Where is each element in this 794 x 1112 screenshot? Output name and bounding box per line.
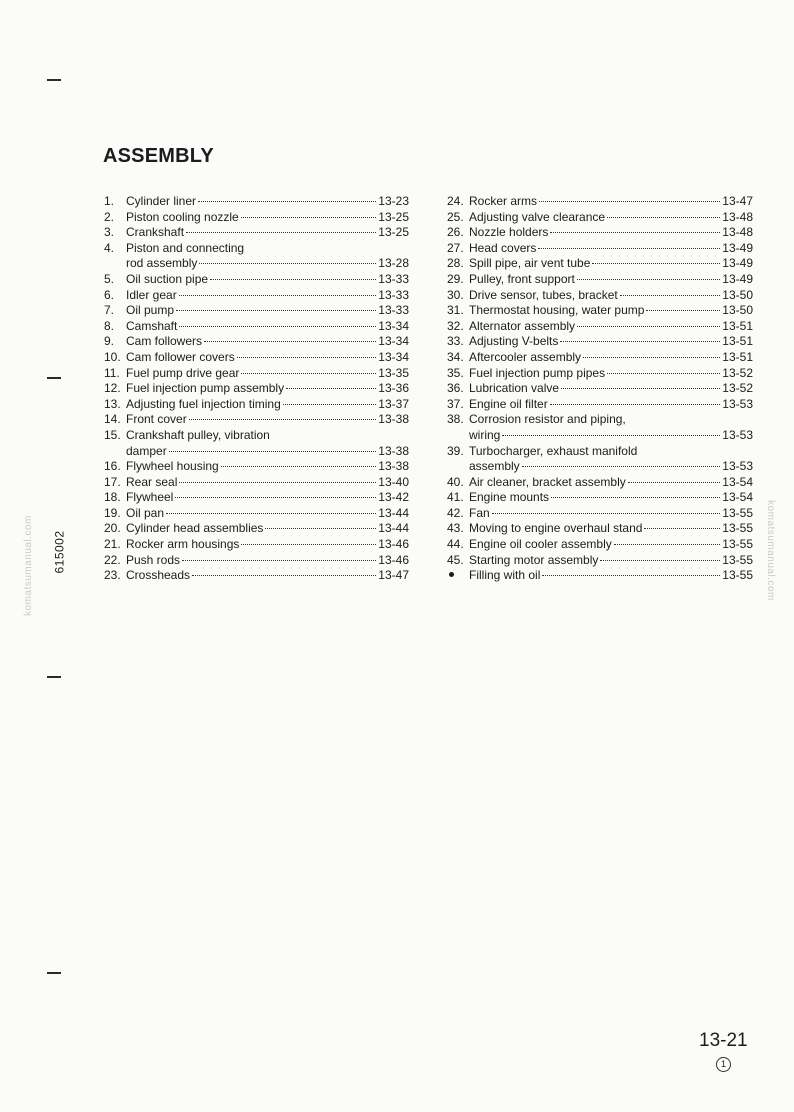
dot-leader <box>561 388 720 389</box>
toc-entry-number: 39. <box>447 443 464 458</box>
toc-entry-line <box>447 553 753 569</box>
dot-leader <box>186 232 376 233</box>
toc-entry-title: Idler gear <box>126 287 177 302</box>
toc-entry-number: 33. <box>447 334 464 349</box>
revision-mark: 1 <box>716 1057 731 1072</box>
toc-entry-title: Moving to engine overhaul stand <box>469 521 643 536</box>
dot-leader <box>492 513 721 514</box>
toc-entry-title: Head covers <box>469 240 537 255</box>
dot-leader <box>166 513 376 514</box>
bullet-icon <box>447 568 469 584</box>
dot-leader <box>265 528 376 529</box>
dot-leader <box>646 310 720 311</box>
toc-entry <box>447 194 753 210</box>
dot-leader <box>628 482 721 483</box>
toc-entry <box>447 288 753 304</box>
toc-entry-title: Corrosion resistor and piping, <box>469 412 626 427</box>
toc-entry-page: 13-48 <box>722 225 753 240</box>
toc-entry-title: Adjusting valve clearance <box>469 209 606 224</box>
toc-entry-line <box>447 334 753 350</box>
toc-entry <box>447 490 753 506</box>
toc-entry-page: 13-55 <box>722 505 753 520</box>
toc-entry-number: 5. <box>104 271 115 286</box>
toc-entry-page: 13-53 <box>722 427 753 442</box>
toc-entry-line <box>447 521 753 537</box>
toc-entry-line <box>447 366 753 382</box>
toc-entry-number: 27. <box>447 240 464 255</box>
toc-entry-number: 26. <box>447 225 464 240</box>
toc-entry-title: Flywheel housing <box>126 459 219 474</box>
toc-entry-number: 43. <box>447 521 464 536</box>
toc-entry-number: 16. <box>104 459 121 474</box>
toc-entry-title: Adjusting fuel injection timing <box>126 396 281 411</box>
toc-entry-page: 13-49 <box>722 240 753 255</box>
dot-leader <box>607 373 720 374</box>
toc-entry-page: 13-33 <box>378 303 409 318</box>
toc-entry-number: 30. <box>447 287 464 302</box>
toc-entry-title: Engine oil filter <box>469 396 548 411</box>
toc-entry-page: 13-55 <box>722 537 753 552</box>
toc-entry-number: 23. <box>104 568 121 583</box>
toc-entry-page: 13-42 <box>378 490 409 505</box>
toc-entry-title: Fuel injection pump pipes <box>469 365 606 380</box>
toc-entry <box>447 521 753 537</box>
toc-entry-number: 37. <box>447 396 464 411</box>
toc-entry-page: 13-52 <box>722 365 753 380</box>
toc-entry-number: 42. <box>447 505 464 520</box>
toc-entry-title: Filling with oil <box>469 568 541 583</box>
toc-entry-title: Rocker arms <box>469 194 538 208</box>
toc-entry <box>104 428 409 459</box>
toc-entry-line <box>104 459 409 475</box>
dot-leader <box>189 419 377 420</box>
dot-leader <box>175 497 376 498</box>
toc-entry-title: Crankshaft <box>126 225 185 240</box>
toc-entry-line <box>104 194 409 210</box>
toc-entry-title: Aftercooler assembly <box>469 349 582 364</box>
toc-entry-line <box>104 241 409 257</box>
toc-entry-page: 13-40 <box>378 474 409 489</box>
toc-entry-title: Oil pump <box>126 303 175 318</box>
toc-entry-line <box>104 272 409 288</box>
toc-entry-page: 13-38 <box>378 459 409 474</box>
toc-entry-number: 13. <box>104 396 121 411</box>
toc-entry-page: 13-25 <box>378 225 409 240</box>
toc-entry <box>447 381 753 397</box>
toc-entry-line <box>104 210 409 226</box>
toc-entry-line <box>447 288 753 304</box>
toc-entry-number: 28. <box>447 256 464 271</box>
watermark-right: komatsumanual.com <box>764 500 776 601</box>
toc-entry-number: 14. <box>104 412 121 427</box>
toc-entry-line <box>447 459 753 475</box>
dot-leader <box>560 341 720 342</box>
toc-entry-title: Lubrication valve <box>469 381 560 396</box>
toc-entry-page: 13-49 <box>722 271 753 286</box>
toc-entry-line <box>447 568 753 584</box>
dot-leader <box>539 201 720 202</box>
dot-leader <box>550 404 721 405</box>
toc-entry-number: 38. <box>447 412 464 427</box>
toc-entry <box>104 288 409 304</box>
toc-entry-line <box>104 256 409 272</box>
toc-entry-title: Piston and connecting <box>126 240 245 255</box>
toc-entry-title: Pulley, front support <box>469 271 575 286</box>
toc-entry-line <box>104 490 409 506</box>
toc-entry <box>104 412 409 428</box>
toc-entry-line <box>104 397 409 413</box>
toc-entry <box>104 366 409 382</box>
toc-entry-number: 44. <box>447 537 464 552</box>
toc-entry-page: 13-38 <box>378 412 409 427</box>
dot-leader <box>550 232 720 233</box>
toc-entry-line <box>104 412 409 428</box>
toc-entry-line <box>447 475 753 491</box>
toc-entry-title: damper <box>126 443 167 458</box>
toc-entry-title: Flywheel <box>126 490 174 505</box>
toc-entry-line <box>447 350 753 366</box>
toc-entry <box>104 272 409 288</box>
dot-leader <box>179 295 377 296</box>
toc-entry-title: Rear seal <box>126 474 178 489</box>
dot-leader <box>204 341 376 342</box>
toc-entry-number: 3. <box>104 225 115 240</box>
toc-entry-title: Drive sensor, tubes, bracket <box>469 287 618 302</box>
toc-entry-number: 20. <box>104 521 121 536</box>
toc-entry <box>104 241 409 272</box>
toc-entry-page: 13-50 <box>722 303 753 318</box>
toc-entry-page: 13-49 <box>722 256 753 271</box>
toc-entry-page: 13-55 <box>722 552 753 567</box>
toc-entry-page: 13-54 <box>722 474 753 489</box>
toc-entry-line <box>104 537 409 553</box>
dot-leader <box>221 466 377 467</box>
toc-entry-number: 11. <box>104 365 120 380</box>
dot-leader <box>199 263 376 264</box>
toc-entry-number: 24. <box>447 194 464 208</box>
toc-entry-number: 7. <box>104 303 115 318</box>
toc-entry <box>447 412 753 443</box>
toc-entry-title: Cylinder head assemblies <box>126 521 264 536</box>
toc-entry-page: 13-55 <box>722 568 753 583</box>
toc-entry-page: 13-34 <box>378 334 409 349</box>
toc-entry-number: 2. <box>104 209 115 224</box>
toc-entry-number: 12. <box>104 381 121 396</box>
dot-leader <box>551 497 720 498</box>
dot-leader <box>192 575 376 576</box>
toc-entry <box>447 303 753 319</box>
dot-leader <box>600 560 720 561</box>
toc-entry-number: 15. <box>104 427 121 442</box>
toc-entry <box>104 568 409 584</box>
toc-entry <box>447 319 753 335</box>
toc-entry-title: Alternator assembly <box>469 318 576 333</box>
toc-entry-line <box>447 506 753 522</box>
toc-entry-page: 13-37 <box>378 396 409 411</box>
toc-entry-title: Engine mounts <box>469 490 550 505</box>
toc-entry-page: 13-53 <box>722 396 753 411</box>
toc-entry-number: 36. <box>447 381 464 396</box>
toc-entry-page: 13-50 <box>722 287 753 302</box>
page-edge-mark-3 <box>47 676 61 678</box>
toc-entry-title: Rocker arm housings <box>126 537 240 552</box>
toc-entry-page: 13-33 <box>378 287 409 302</box>
toc-entry-number: 29. <box>447 271 464 286</box>
toc-entry <box>104 537 409 553</box>
toc-entry-page: 13-38 <box>378 443 409 458</box>
toc-entry <box>104 459 409 475</box>
toc-entry-number: 32. <box>447 318 464 333</box>
toc-left-column <box>104 194 409 584</box>
toc-entry-line <box>104 225 409 241</box>
toc-entry-title: rod assembly <box>126 256 198 271</box>
toc-entry-number: 22. <box>104 552 121 567</box>
toc-entry-title: Oil pan <box>126 505 165 520</box>
toc-entry-number: 31. <box>447 303 464 318</box>
toc-entry-line <box>447 428 753 444</box>
toc-entry-line <box>104 506 409 522</box>
toc-entry-title: Cylinder liner <box>126 194 197 208</box>
toc-entry-line <box>447 412 753 428</box>
toc-entry-number: 17. <box>104 474 121 489</box>
toc-entry-title: Crossheads <box>126 568 191 583</box>
dot-leader <box>241 544 376 545</box>
dot-leader <box>237 357 377 358</box>
page-edge-mark-4 <box>47 972 61 974</box>
toc-entry-line <box>447 225 753 241</box>
toc-entry-number: 19. <box>104 505 121 520</box>
dot-leader <box>176 310 376 311</box>
toc-entry-line <box>104 319 409 335</box>
dot-leader <box>577 326 720 327</box>
toc-entry-title: Engine oil cooler assembly <box>469 537 612 552</box>
toc-entry <box>104 303 409 319</box>
toc-entry-title: Adjusting V-belts <box>469 334 559 349</box>
page-edge-mark-1 <box>47 79 61 81</box>
toc-entry <box>104 381 409 397</box>
toc-entry-line <box>447 444 753 460</box>
toc-entry <box>104 350 409 366</box>
toc-entry-line <box>104 303 409 319</box>
dot-leader <box>179 326 376 327</box>
toc-entry-title: Thermostat housing, water pump <box>469 303 645 318</box>
toc-entry-line <box>447 319 753 335</box>
toc-entry-line <box>447 490 753 506</box>
dot-leader <box>182 560 376 561</box>
dot-leader <box>241 217 377 218</box>
toc-entry-page: 13-52 <box>722 381 753 396</box>
dot-leader <box>583 357 720 358</box>
dot-leader <box>522 466 721 467</box>
page-number: 13-21 <box>699 1030 748 1051</box>
dot-leader <box>286 388 376 389</box>
toc-entry <box>104 475 409 491</box>
toc-entry-page: 13-54 <box>722 490 753 505</box>
toc-entry <box>104 225 409 241</box>
toc-entry-line <box>104 381 409 397</box>
toc-entry <box>447 568 753 584</box>
toc-entry-page: 13-34 <box>378 318 409 333</box>
toc-entry-page: 13-46 <box>378 537 409 552</box>
toc-entry-number: 10. <box>104 349 121 364</box>
toc-entry-number: 34. <box>447 349 464 364</box>
toc-entry <box>104 194 409 210</box>
toc-entry-line <box>104 334 409 350</box>
toc-entry-line <box>447 241 753 257</box>
dot-leader <box>241 373 376 374</box>
toc-entry-page: 13-33 <box>378 271 409 286</box>
toc-entry-number: 18. <box>104 490 121 505</box>
toc-entry-page: 13-53 <box>722 459 753 474</box>
toc-entry-title: Push rods <box>126 552 181 567</box>
toc-entry-page: 13-47 <box>378 568 409 583</box>
toc-entry <box>447 225 753 241</box>
toc-entry-line <box>104 444 409 460</box>
toc-entry-page: 13-36 <box>378 381 409 396</box>
dot-leader <box>169 451 377 452</box>
dot-leader <box>502 435 720 436</box>
toc-entry-page: 13-51 <box>722 349 753 364</box>
toc-entry-page: 13-28 <box>378 256 409 271</box>
toc-entry-page: 13-46 <box>378 552 409 567</box>
toc-entry <box>447 506 753 522</box>
toc-entry-line <box>447 194 753 210</box>
toc-entry <box>104 506 409 522</box>
toc-entry-number: 40. <box>447 474 464 489</box>
dot-leader <box>614 544 721 545</box>
toc-entry-title: Spill pipe, air vent tube <box>469 256 591 271</box>
toc-entry-line <box>104 350 409 366</box>
toc-entry-title: wiring <box>469 427 501 442</box>
dot-leader <box>577 279 720 280</box>
toc-entry-title: Camshaft <box>126 318 178 333</box>
toc-entry <box>104 319 409 335</box>
toc-entry-line <box>447 381 753 397</box>
toc-right-column <box>447 194 753 584</box>
toc-entry-title: Front cover <box>126 412 187 427</box>
toc-entry-title: Nozzle holders <box>469 225 549 240</box>
toc-entry-title: Turbocharger, exhaust manifold <box>469 443 638 458</box>
toc-entry-title: Fuel pump drive gear <box>126 365 240 380</box>
dot-leader <box>644 528 720 529</box>
toc-entry-page: 13-55 <box>722 521 753 536</box>
toc-entry <box>104 553 409 569</box>
toc-entry-number: 1. <box>104 194 115 208</box>
toc-entry-line <box>104 428 409 444</box>
toc-entry-number: 21. <box>104 537 121 552</box>
toc-entry <box>447 334 753 350</box>
toc-entry-line <box>104 288 409 304</box>
toc-entry-title: Crankshaft pulley, vibration <box>126 427 270 442</box>
toc-entry-page: 13-35 <box>378 365 409 380</box>
toc-entry <box>447 444 753 475</box>
dot-leader <box>620 295 721 296</box>
toc-entry-line <box>447 537 753 553</box>
toc-entry-line <box>104 568 409 584</box>
toc-entry-title: Cam followers <box>126 334 203 349</box>
toc-entry-page: 13-23 <box>378 194 409 208</box>
toc-entry-title: assembly <box>469 459 520 474</box>
toc-entry <box>447 475 753 491</box>
toc-entry-line <box>104 475 409 491</box>
dot-leader <box>179 482 376 483</box>
toc-entry-page: 13-25 <box>378 209 409 224</box>
toc-entry-line <box>104 521 409 537</box>
toc-entry-number: 35. <box>447 365 464 380</box>
toc-entry <box>447 210 753 226</box>
toc-entry-number: 4. <box>104 240 115 255</box>
toc-entry-line <box>447 256 753 272</box>
page-title: ASSEMBLY <box>103 145 214 167</box>
toc-entry-page: 13-47 <box>722 194 753 208</box>
toc-entry <box>447 350 753 366</box>
toc-entry <box>104 521 409 537</box>
toc-entry-number: 6. <box>104 287 115 302</box>
toc-entry-line <box>104 553 409 569</box>
toc-entry-number: 41. <box>447 490 464 505</box>
toc-entry <box>447 256 753 272</box>
watermark-left: komatsumanual.com <box>22 515 34 616</box>
toc-entry <box>104 334 409 350</box>
dot-leader <box>283 404 377 405</box>
toc-entry-title: Starting motor assembly <box>469 552 599 567</box>
toc-entry-page: 13-44 <box>378 505 409 520</box>
toc-entry <box>447 272 753 288</box>
toc-entry <box>104 490 409 506</box>
dot-leader <box>607 217 720 218</box>
page-edge-mark-2 <box>47 377 61 379</box>
toc-entry <box>447 241 753 257</box>
toc-entry <box>447 537 753 553</box>
toc-entry-page: 13-51 <box>722 318 753 333</box>
toc-entry-line <box>447 303 753 319</box>
toc-entry-line <box>104 366 409 382</box>
toc-entry-page: 13-34 <box>378 349 409 364</box>
toc-entry-line <box>447 210 753 226</box>
toc-entry-title: Piston cooling nozzle <box>126 209 239 224</box>
dot-leader <box>198 201 376 202</box>
toc-entry-title: Cam follower covers <box>126 349 235 364</box>
toc-entry-page: 13-51 <box>722 334 753 349</box>
toc-entry-title: Air cleaner, bracket assembly <box>469 474 626 489</box>
toc-entry <box>104 210 409 226</box>
toc-entry <box>447 366 753 382</box>
toc-entry <box>104 397 409 413</box>
toc-entry-title: Fuel injection pump assembly <box>126 381 285 396</box>
toc-entry-number: 25. <box>447 209 464 224</box>
toc-entry <box>447 397 753 413</box>
toc-entry-line <box>447 397 753 413</box>
toc-entry-number: 9. <box>104 334 115 349</box>
toc-entry-line <box>447 272 753 288</box>
dot-leader <box>592 263 720 264</box>
dot-leader <box>538 248 720 249</box>
toc-entry-number: 8. <box>104 318 115 333</box>
toc-entry-page: 13-48 <box>722 209 753 224</box>
toc-entry-page: 13-44 <box>378 521 409 536</box>
document-code: 615002 <box>52 530 67 574</box>
dot-leader <box>210 279 376 280</box>
toc-entry-title: Oil suction pipe <box>126 271 209 286</box>
dot-leader <box>542 575 720 576</box>
toc-entry-title: Fan <box>469 505 490 520</box>
toc-entry-number: 45. <box>447 552 464 567</box>
toc-entry <box>447 553 753 569</box>
